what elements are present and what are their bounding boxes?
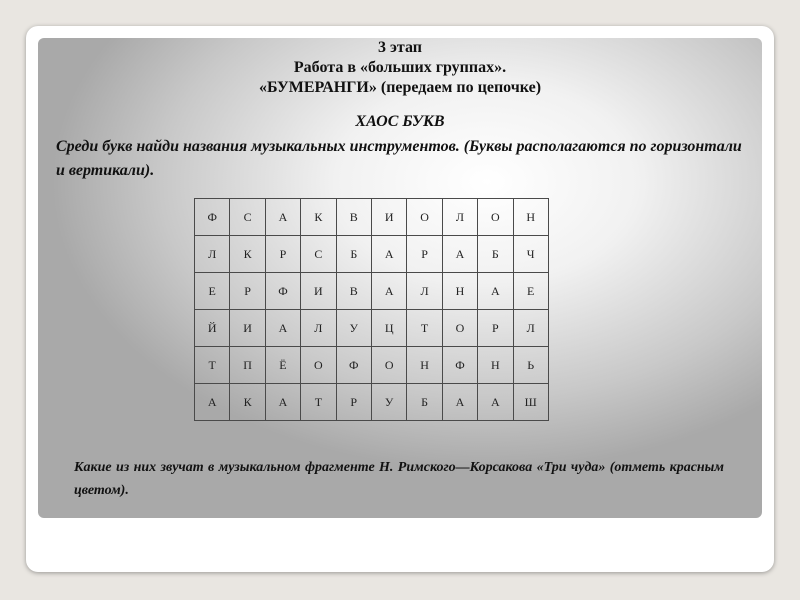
grid-cell[interactable]: В (336, 273, 371, 310)
grid-cell[interactable]: Н (478, 347, 513, 384)
grid-cell[interactable]: Р (230, 273, 265, 310)
grid-cell[interactable]: А (265, 384, 300, 421)
grid-cell[interactable]: Ф (265, 273, 300, 310)
grid-cell[interactable]: Е (513, 273, 548, 310)
stage-label: 3 этап (378, 39, 422, 56)
grid-row (195, 273, 549, 310)
grid-cell[interactable]: А (265, 199, 300, 236)
grid-cell[interactable]: Р (336, 384, 371, 421)
grid-cell[interactable]: Н (442, 273, 477, 310)
grid-cell[interactable]: Н (407, 347, 442, 384)
grid-row (195, 199, 549, 236)
grid-cell[interactable]: В (336, 199, 371, 236)
grid-cell[interactable]: Ч (513, 236, 548, 273)
grid-cell[interactable]: А (371, 236, 406, 273)
grid-cell[interactable]: К (230, 236, 265, 273)
grid-cell[interactable]: У (336, 310, 371, 347)
grid-cell[interactable]: Ё (265, 347, 300, 384)
grid-cell[interactable]: Е (195, 273, 230, 310)
group-work-label: Работа в «больших группах». (293, 59, 507, 76)
grid-cell[interactable]: Б (407, 384, 442, 421)
letter-grid (194, 198, 549, 421)
grid-cell[interactable]: Л (301, 310, 336, 347)
grid-cell[interactable]: Ф (442, 347, 477, 384)
grid-cell[interactable]: О (371, 347, 406, 384)
grid-cell[interactable]: С (230, 199, 265, 236)
grid-cell[interactable]: А (478, 384, 513, 421)
grid-row (195, 347, 549, 384)
grid-cell[interactable]: Б (336, 236, 371, 273)
grid-cell[interactable]: Л (407, 273, 442, 310)
activity-label: «БУМЕРАНГИ» (передаем по цепочке) (258, 79, 542, 96)
grid-cell[interactable]: А (195, 384, 230, 421)
grid-row (195, 236, 549, 273)
grid-cell[interactable]: Р (407, 236, 442, 273)
grid-cell[interactable]: Л (195, 236, 230, 273)
grid-cell[interactable]: А (442, 236, 477, 273)
grid-cell[interactable]: О (478, 199, 513, 236)
grid-cell[interactable]: Л (513, 310, 548, 347)
grid-cell[interactable]: Ь (513, 347, 548, 384)
grid-cell[interactable]: Т (301, 384, 336, 421)
grid-row (195, 384, 549, 421)
question-text: Какие из них звучат в музыкальном фрагменте Н. Римского—Корсакова «Три чуда» (отметь красным цветом). (74, 460, 724, 498)
grid-cell[interactable]: Т (195, 347, 230, 384)
grid-cell[interactable]: И (371, 199, 406, 236)
grid-cell[interactable]: Н (513, 199, 548, 236)
grid-cell[interactable]: Ц (371, 310, 406, 347)
grid-cell[interactable]: О (301, 347, 336, 384)
grid-cell[interactable]: Ф (336, 347, 371, 384)
grid-cell[interactable]: С (301, 236, 336, 273)
grid-cell[interactable]: К (301, 199, 336, 236)
grid-cell[interactable]: А (442, 384, 477, 421)
instruction-text: Среди букв найди названия музыкальных инструментов. (Буквы располагаются по горизонтали и вертикали). (56, 138, 742, 179)
puzzle-title: ХАОС БУКВ (355, 113, 445, 130)
grid-cell[interactable]: А (265, 310, 300, 347)
grid-cell[interactable]: Л (442, 199, 477, 236)
grid-cell[interactable]: Р (478, 310, 513, 347)
grid-cell[interactable]: У (371, 384, 406, 421)
grid-cell[interactable]: И (230, 310, 265, 347)
grid-cell[interactable]: А (478, 273, 513, 310)
grid-cell[interactable]: Ш (513, 384, 548, 421)
grid-cell[interactable]: О (442, 310, 477, 347)
grid-cell[interactable]: Б (478, 236, 513, 273)
grid-cell[interactable]: Р (265, 236, 300, 273)
grid-cell[interactable]: И (301, 273, 336, 310)
grid-cell[interactable]: О (407, 199, 442, 236)
grid-cell[interactable]: Й (195, 310, 230, 347)
grid-cell[interactable]: А (371, 273, 406, 310)
grid-cell[interactable]: Т (407, 310, 442, 347)
grid-cell[interactable]: Ф (195, 199, 230, 236)
slide (38, 38, 762, 518)
grid-cell[interactable]: К (230, 384, 265, 421)
grid-cell[interactable]: П (230, 347, 265, 384)
slide-title (38, 38, 762, 98)
grid-row (195, 310, 549, 347)
